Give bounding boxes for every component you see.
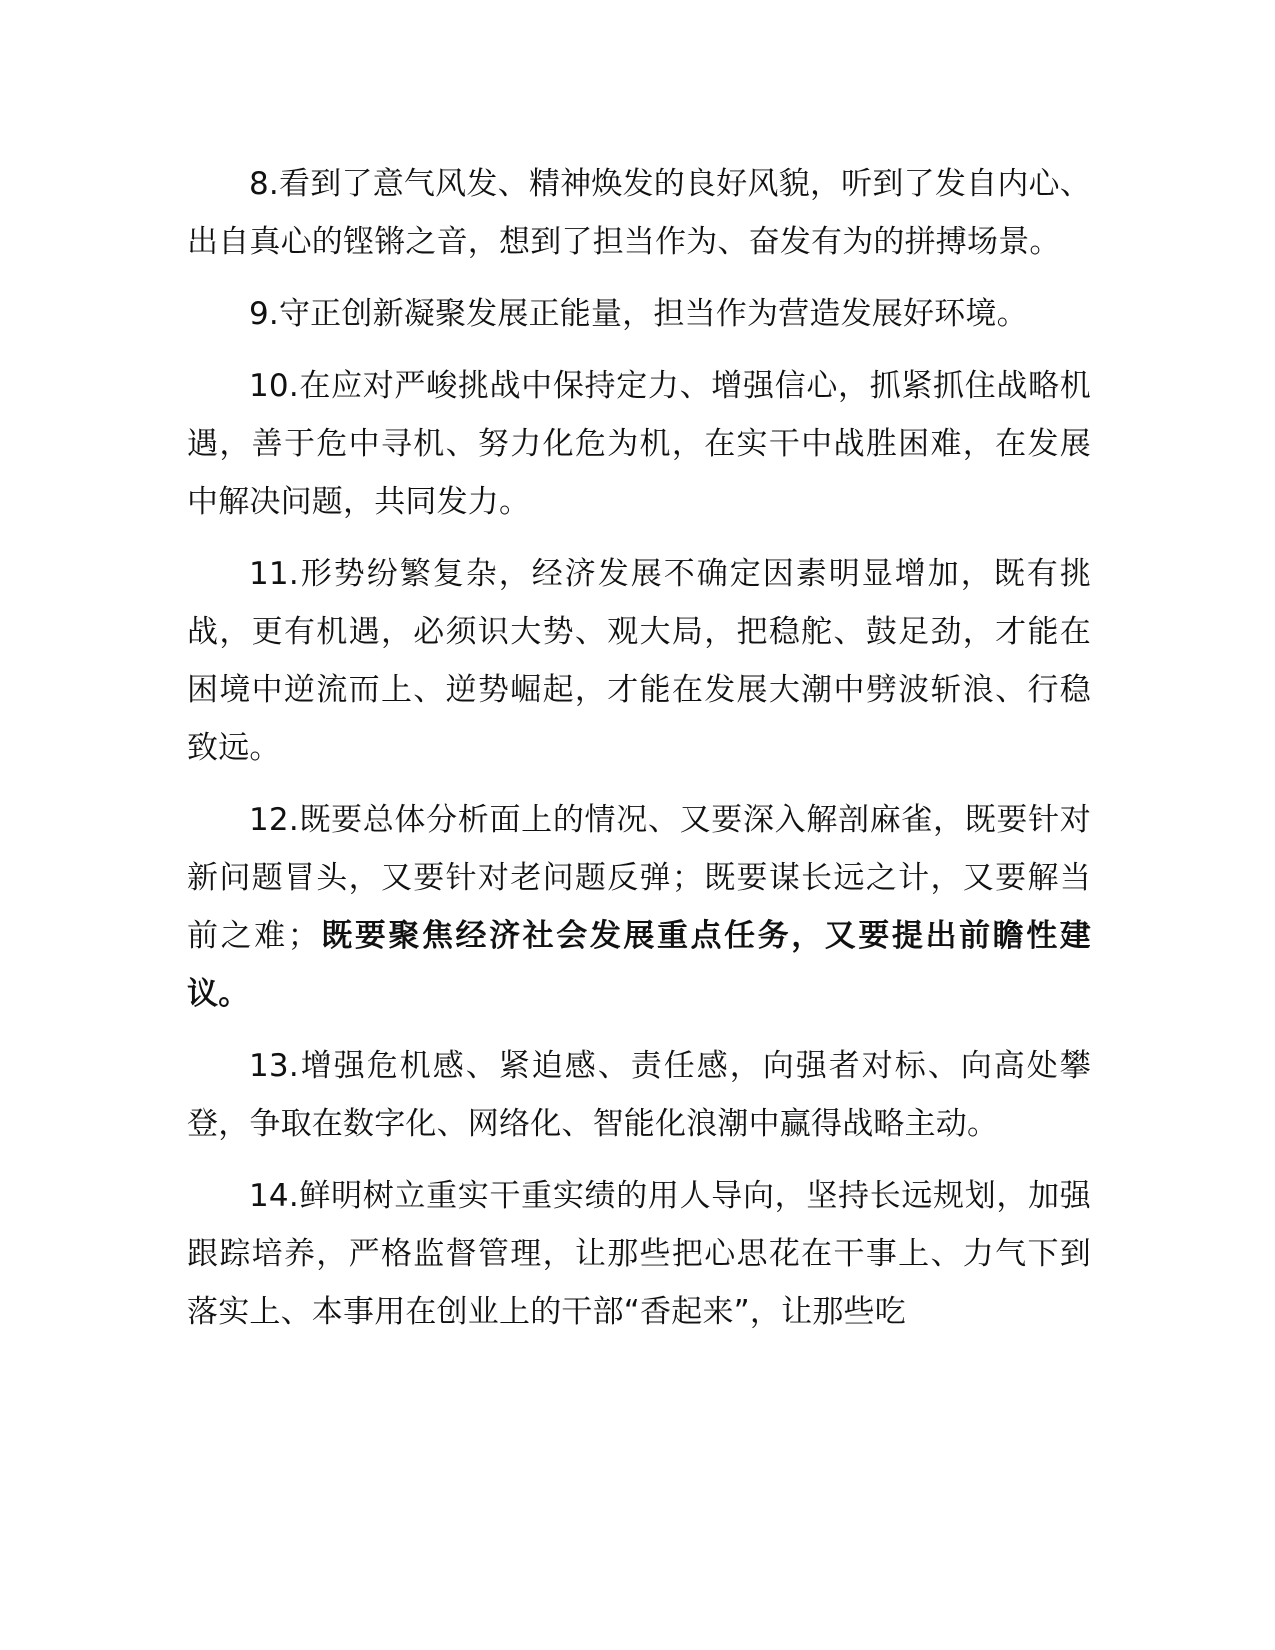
paragraph-8 xyxy=(187,155,1091,271)
document-body xyxy=(187,155,1091,1355)
paragraph-14 xyxy=(187,1167,1091,1341)
paragraph-11 xyxy=(187,545,1091,777)
paragraph-12-text: 12.既要总体分析面上的情况、又要深入解剖麻雀，既要针对新问题冒头，又要针对老问题反弹；既要谋长远之计，又要解当前之难； xyxy=(187,802,1091,954)
paragraph-12-bold-text: 既要聚焦经济社会发展重点任务，又要提出前瞻性建议。 xyxy=(187,918,1091,1012)
paragraph-11-text: 11.形势纷繁复杂，经济发展不确定因素明显增加，既有挑战，更有机遇，必须识大势、观大局，把稳舵、鼓足劲，才能在困境中逆流而上、逆势崛起，才能在发展大潮中劈波斩浪、行稳致远。 xyxy=(187,556,1091,766)
paragraph-12 xyxy=(187,791,1091,1023)
paragraph-8-text: 8.看到了意气风发、精神焕发的良好风貌，听到了发自内心、出自真心的铿锵之音，想到了担当作为、奋发有为的拼搏场景。 xyxy=(187,166,1091,260)
paragraph-9 xyxy=(187,285,1091,343)
paragraph-9-text: 9.守正创新凝聚发展正能量，担当作为营造发展好环境。 xyxy=(249,296,1028,332)
paragraph-14-text: 14.鲜明树立重实干重实绩的用人导向，坚持长远规划，加强跟踪培养，严格监督管理，让那些把心思花在干事上、力气下到落实上、本事用在创业上的干部“香起来”，让那些吃 xyxy=(187,1178,1091,1330)
paragraph-13-text: 13.增强危机感、紧迫感、责任感，向强者对标、向高处攀登，争取在数字化、网络化、智能化浪潮中赢得战略主动。 xyxy=(187,1048,1091,1142)
paragraph-10-text: 10.在应对严峻挑战中保持定力、增强信心，抓紧抓住战略机遇，善于危中寻机、努力化危为机，在实干中战胜困难，在发展中解决问题，共同发力。 xyxy=(187,368,1091,520)
paragraph-10 xyxy=(187,357,1091,531)
paragraph-13 xyxy=(187,1037,1091,1153)
